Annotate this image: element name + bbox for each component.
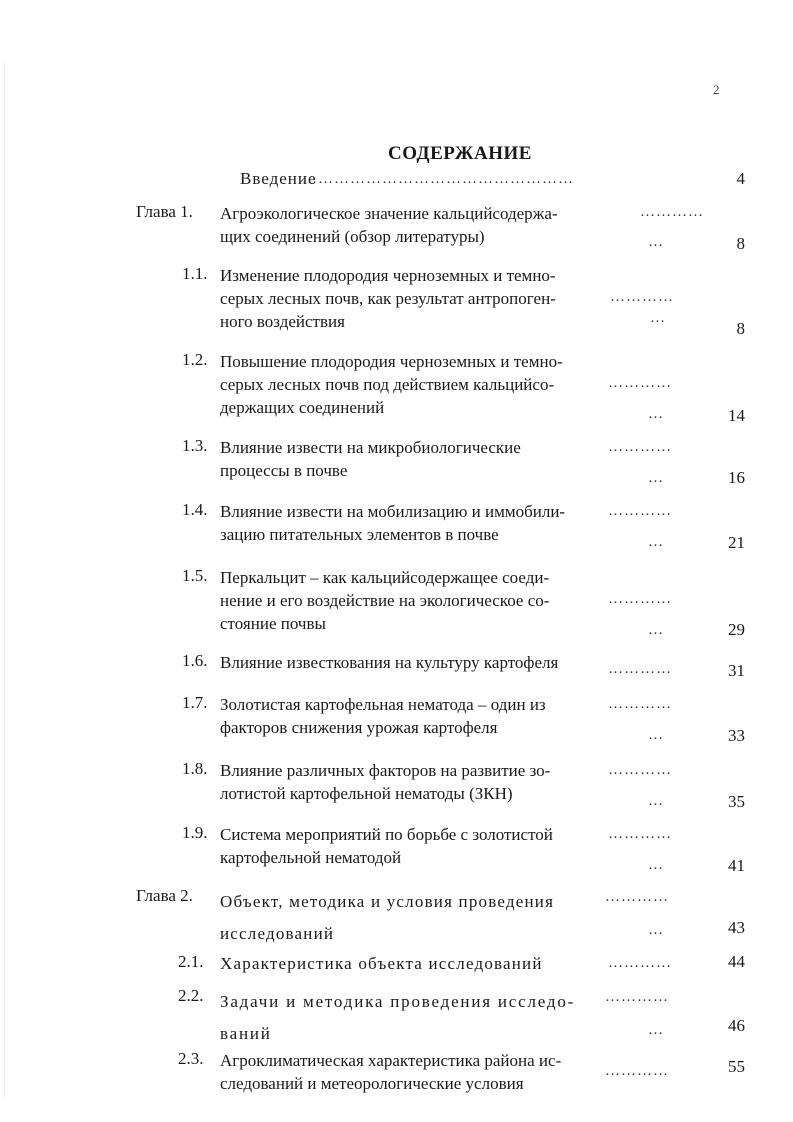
toc-entry-text: [220, 436, 605, 482]
toc-leader: …: [648, 406, 664, 422]
toc-entry-line: следований и метеорологические условия: [220, 1074, 524, 1093]
toc-entry-line: Перкальцит – как кальцийсодержащее соеди-: [220, 568, 550, 587]
toc-intro-label: Введение: [240, 169, 317, 188]
toc-entry-line: факторов снижения урожая картофеля: [220, 718, 498, 737]
toc-leader: …………: [608, 762, 672, 778]
toc-leader: …: [648, 622, 664, 638]
toc-entry-2-2: [0, 986, 793, 1046]
toc-entry-1-8: [0, 759, 793, 819]
page-number: 2: [713, 82, 720, 97]
toc-entry-number: 1.9.: [182, 823, 208, 842]
toc-leader: …: [648, 534, 664, 550]
toc-entry-text: [220, 886, 605, 950]
toc-entry-page: 44: [728, 952, 745, 971]
toc-entry-line: нение и его воздействие на экологическое со-: [220, 591, 550, 610]
toc-leader: …………: [608, 696, 672, 712]
toc-entry-line: зацию питательных элементов в почве: [220, 525, 499, 544]
toc-entry-line: исследований: [220, 924, 335, 943]
toc-entry-line: процессы в почве: [220, 461, 348, 480]
toc-entry-page: 21: [728, 533, 745, 552]
toc-entry-text: [220, 823, 605, 869]
toc-entry-1-4: [0, 500, 793, 560]
toc-entry-number: 1.6.: [182, 651, 208, 670]
toc-entry-number: 2.2.: [178, 986, 204, 1005]
toc-entry-line: лотистой картофельной нематоды (ЗКН): [220, 784, 513, 803]
toc-entry-text: [220, 1049, 605, 1095]
toc-leader: …………: [608, 503, 672, 519]
toc-entry-page: 29: [728, 620, 745, 639]
toc-entry-line: ваний: [220, 1024, 272, 1043]
toc-entry-number: 1.7.: [182, 693, 208, 712]
toc-entry-1-5: [0, 566, 793, 639]
toc-entry-page: 14: [728, 406, 745, 425]
page-title: СОДЕРЖАНИЕ: [388, 143, 532, 164]
toc-entry-line: Влияние различных факторов на развитие зо-: [220, 761, 551, 780]
toc-entry-line: стояние почвы: [220, 614, 326, 633]
toc-entry-text: [220, 759, 605, 805]
toc-entry-chapter-1: [0, 202, 793, 262]
toc-leader: …: [648, 470, 664, 486]
toc-entry-text: [220, 566, 605, 635]
toc-leader: …: [648, 1022, 664, 1038]
toc-leader: …: [648, 727, 664, 743]
toc-leader: …………: [605, 989, 669, 1005]
toc-entry-text: [220, 202, 605, 248]
toc-entry-text: [220, 986, 605, 1050]
toc-entry-line: Влияние извести на мобилизацию и иммобили-: [220, 502, 566, 521]
toc-leader: …………: [608, 826, 672, 842]
toc-leader: …………: [640, 204, 704, 220]
toc-entry-line: Агроклиматическая характеристика района ис-: [220, 1051, 562, 1070]
toc-entry-page: 46: [728, 1016, 745, 1035]
toc-leader: …………: [608, 375, 672, 391]
toc-entry-line: серых лесных почв, как результат антропоген-: [220, 289, 556, 308]
toc-entry-line: серых лесных почв под действием кальцийсо-: [220, 375, 555, 394]
toc-entry-text: [220, 264, 605, 333]
toc-entry-text: [220, 500, 605, 546]
toc-entry-number: 1.2.: [182, 350, 208, 369]
toc-intro-leader: ……………………………………………: [302, 171, 574, 187]
toc-entry-chapter-2: [0, 886, 793, 946]
toc-entry-line: ного воздействия: [220, 312, 345, 331]
toc-entry-number: 1.3.: [182, 436, 208, 455]
toc-entry-text: [220, 350, 605, 419]
toc-leader: …………: [608, 955, 672, 971]
toc-entry-number: 1.1.: [182, 264, 208, 283]
toc-entry-page: 31: [728, 661, 745, 680]
toc-leader: …………: [605, 1063, 669, 1079]
toc-leader: …: [648, 857, 664, 873]
toc-entry-line: Влияние извести на микробиологические: [220, 438, 521, 457]
toc-leader: …………: [608, 439, 672, 455]
toc-entry-page: 33: [728, 726, 745, 745]
toc-entry-text: [220, 651, 605, 674]
toc-leader: …………: [610, 289, 674, 305]
toc-entry-page: 8: [736, 234, 745, 253]
toc-leader: …: [650, 310, 666, 326]
toc-entry-1-1: [0, 264, 793, 338]
toc-entry-line: Задачи и методика проведения исследо-: [220, 992, 576, 1011]
toc-entry-line: Объект, методика и условия проведения: [220, 892, 555, 911]
toc-entry-line: Золотистая картофельная нематода – один из: [220, 695, 546, 714]
toc-entry-page: 35: [728, 792, 745, 811]
toc-entry-1-2: [0, 350, 793, 425]
toc-entry-line: держащих соединений: [220, 398, 385, 417]
toc-entry-number: 1.8.: [182, 759, 208, 778]
toc-entry-page: 55: [728, 1057, 745, 1076]
toc-entry-number: 2.3.: [178, 1049, 204, 1068]
toc-entry-text: [220, 952, 605, 975]
toc-leader: …………: [608, 591, 672, 607]
toc-entry-line: Повышение плодородия черноземных и темно-: [220, 352, 563, 371]
toc-entry-page: 43: [728, 918, 745, 937]
toc-leader: …: [648, 793, 664, 809]
toc-entry-number: 1.4.: [182, 500, 208, 519]
toc-entry-page: 16: [728, 468, 745, 487]
toc-entry-page: 8: [736, 319, 745, 338]
toc-entry-text: [220, 693, 605, 739]
toc-entry-number: Глава 2.: [136, 886, 193, 905]
toc-entry-1-9: [0, 823, 793, 883]
toc-entry-page: 41: [728, 856, 745, 875]
toc-entry-line: Изменение плодородия черноземных и темно-: [220, 266, 556, 285]
toc-leader: …: [648, 234, 664, 250]
toc-entry-number: 2.1.: [178, 952, 204, 971]
toc-intro-page: 4: [736, 169, 745, 188]
toc-entry-line: щих соединений (обзор литературы): [220, 227, 485, 246]
toc-entry-number: Глава 1.: [136, 202, 193, 221]
toc-entry-line: картофельной нематодой: [220, 848, 402, 867]
toc-entry-2-3: [0, 1049, 793, 1109]
toc-entry-1-7: [0, 693, 793, 753]
toc-entry-line: Система мероприятий по борьбе с золотистой: [220, 825, 553, 844]
toc-entry-1-3: [0, 436, 793, 496]
toc-leader: …………: [605, 889, 669, 905]
toc-leader: …………: [608, 661, 672, 677]
toc-leader: …: [648, 922, 664, 938]
toc-entry-line: Влияние известкования на культуру картофеля: [220, 653, 559, 672]
toc-entry-number: 1.5.: [182, 566, 208, 585]
toc-entry-line: Агроэкологическое значение кальцийсодержа-: [220, 204, 558, 223]
toc-entry-line: Характеристика объекта исследований: [220, 954, 543, 973]
